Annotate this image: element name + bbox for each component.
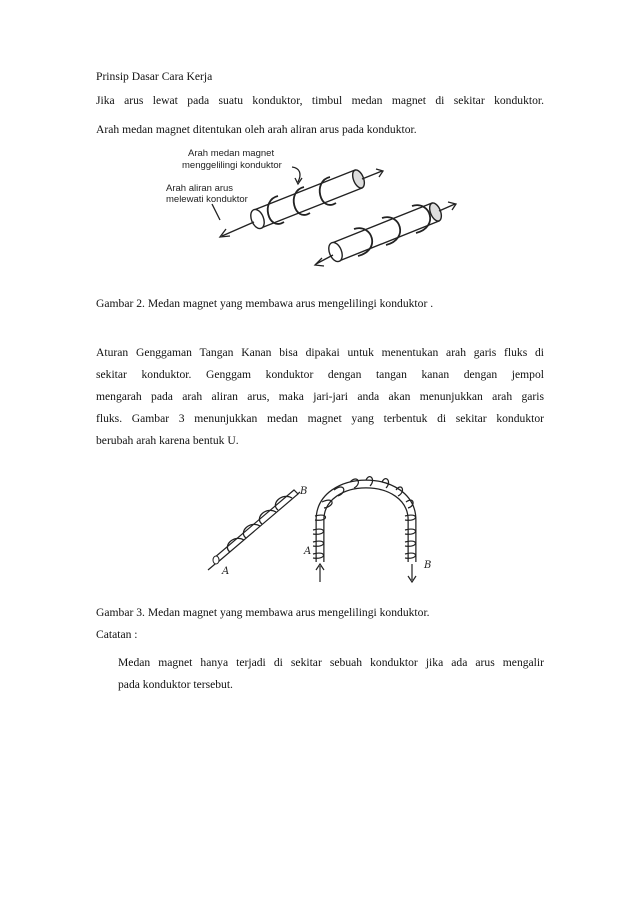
note-line-1: Medan magnet hanya terjadi di sekitar sebuah konduktor jika ada arus mengalir bbox=[118, 656, 544, 669]
section-heading: Prinsip Dasar Cara Kerja bbox=[96, 70, 213, 83]
u-label-b: B bbox=[424, 560, 432, 571]
u-conductor bbox=[303, 477, 431, 582]
current-out-arrow bbox=[408, 564, 416, 582]
conductor-1 bbox=[248, 168, 367, 230]
intro-line-2: Arah medan magnet ditentukan oleh arah aliran arus pada konduktor. bbox=[96, 123, 417, 136]
note-line-2: pada konduktor tersebut. bbox=[118, 678, 233, 691]
p2-line-5: berubah arah karena bentuk U. bbox=[96, 434, 239, 447]
note-label: Catatan : bbox=[96, 628, 138, 641]
current-pointer bbox=[212, 204, 220, 220]
straight-label-a: A bbox=[222, 566, 230, 577]
caption-figure-3: Gambar 3. Medan magnet yang membawa arus mengelilingi konduktor. bbox=[96, 606, 430, 619]
caption-figure-2: Gambar 2. Medan magnet yang membawa arus mengelilingi konduktor . bbox=[96, 297, 434, 310]
label-field-line1: Arah medan magnet bbox=[188, 148, 275, 159]
conductor-2 bbox=[326, 201, 444, 263]
paragraph-right-hand-rule bbox=[96, 342, 544, 452]
straight-conductor bbox=[208, 486, 307, 577]
p2-line-3: mengarah pada arah aliran arus, maka jari-jari anda akan menunjukkan arah garis bbox=[96, 390, 544, 403]
figure-u-conductor bbox=[200, 470, 440, 585]
label-field-line2: menggelilingi konduktor bbox=[182, 160, 282, 171]
note-text bbox=[118, 652, 544, 696]
straight-label-b: B bbox=[300, 486, 308, 497]
p2-line-1: Aturan Genggaman Tangan Kanan bisa dipakai untuk menentukan arah garis fluks di bbox=[96, 346, 544, 359]
label-current-line1: Arah aliran arus bbox=[166, 183, 234, 194]
p2-line-2: sekitar konduktor. Genggam konduktor dengan tangan kanan dengan jempol bbox=[96, 368, 544, 381]
p2-line-4: fluks. Gambar 3 menunjukkan medan magnet yang terbentuk di sekitar konduktor bbox=[96, 412, 544, 425]
current-in-arrow bbox=[316, 564, 324, 582]
label-current-line2: melewati konduktor bbox=[166, 194, 248, 205]
figure-conductor-field bbox=[150, 140, 480, 275]
u-label-a: A bbox=[304, 546, 312, 557]
intro-line-1: Jika arus lewat pada suatu konduktor, timbul medan magnet di sekitar konduktor. bbox=[96, 94, 544, 107]
